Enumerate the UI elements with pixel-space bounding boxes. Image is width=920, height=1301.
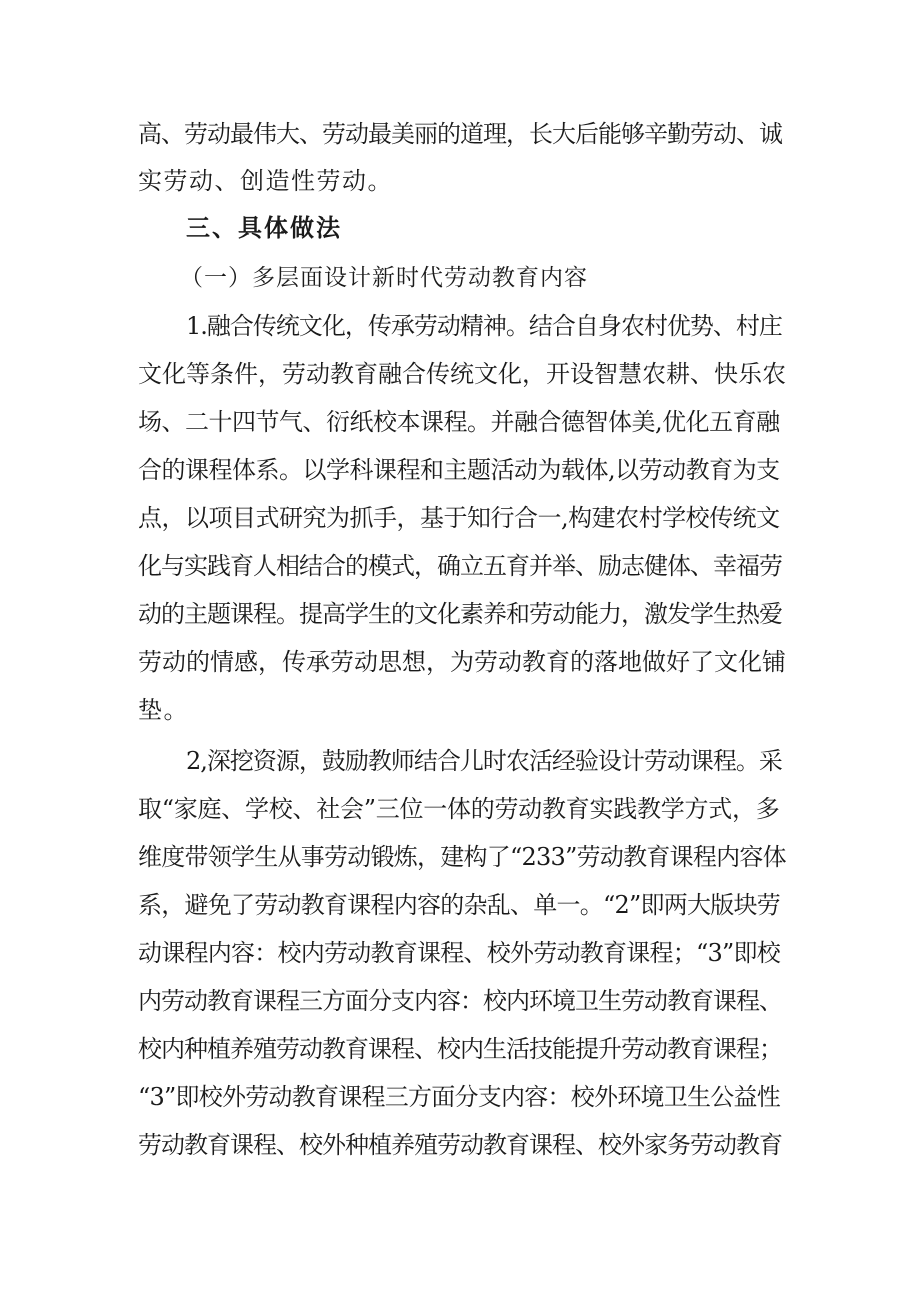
paragraph-line: 劳动的情感，传承劳动思想，为劳动教育的落地做好了文化铺 <box>138 648 786 676</box>
paragraph-line: “3”即校外劳动教育课程三方面分支内容：校外环境卫生公益性 <box>138 1083 781 1111</box>
paragraph-line: 场、二十四节气、衍纸校本课程。并融合德智体美,优化五育融 <box>138 408 780 436</box>
paragraph-line: 点，以项目式研究为抓手，基于知行合一,构建农村学校传统文 <box>138 504 780 532</box>
paragraph-line: 动的主题课程。提高学生的文化素养和劳动能力，激发学生热爱 <box>138 600 782 628</box>
paragraph-line: 垫。 <box>138 696 189 724</box>
paragraph-line: 2,深挖资源，鼓励教师结合儿时农活经验设计劳动课程。采 <box>186 747 782 775</box>
paragraph-line: 合的课程体系。以学科课程和主题活动为载体,以劳动教育为支 <box>138 456 780 484</box>
subsection-heading: （一）多层面设计新时代劳动教育内容 <box>180 265 588 291</box>
paragraph-line: 内劳动教育课程三方面分支内容：校内环境卫生劳动教育课程、 <box>138 987 782 1015</box>
text-line: 高、劳动最伟大、劳动最美丽的道理，长大后能够辛勤劳动、诚 <box>138 120 782 148</box>
paragraph-line: 动课程内容：校内劳动教育课程、校外劳动教育课程；“3”即校 <box>138 939 781 967</box>
paragraph-line: 校内种植养殖劳动教育课程、校内生活技能提升劳动教育课程； <box>138 1035 782 1063</box>
paragraph-line: 化与实践育人相结合的模式，确立五育并举、励志健体、幸福劳 <box>138 552 782 580</box>
paragraph-line: 系，避免了劳动教育课程内容的杂乱、单一。“2”即两大版块劳 <box>138 891 781 919</box>
paragraph-line: 1.融合传统文化，传承劳动精神。结合自身农村优势、村庄 <box>186 312 782 340</box>
paragraph-line: 劳动教育课程、校外种植养殖劳动教育课程、校外家务劳动教育 <box>138 1131 782 1159</box>
paragraph-line: 取“家庭、学校、社会”三位一体的劳动教育实践教学方式，多 <box>138 795 780 823</box>
section-heading: 三、具体做法 <box>186 214 342 242</box>
text-line: 实劳动、创造性劳动。 <box>138 167 393 195</box>
paragraph-line: 文化等条件，劳动教育融合传统文化，开设智慧农耕、快乐农 <box>138 360 786 388</box>
paragraph-line: 维度带领学生从事劳动锻炼，建构了“233”劳动教育课程内容体 <box>138 843 786 871</box>
